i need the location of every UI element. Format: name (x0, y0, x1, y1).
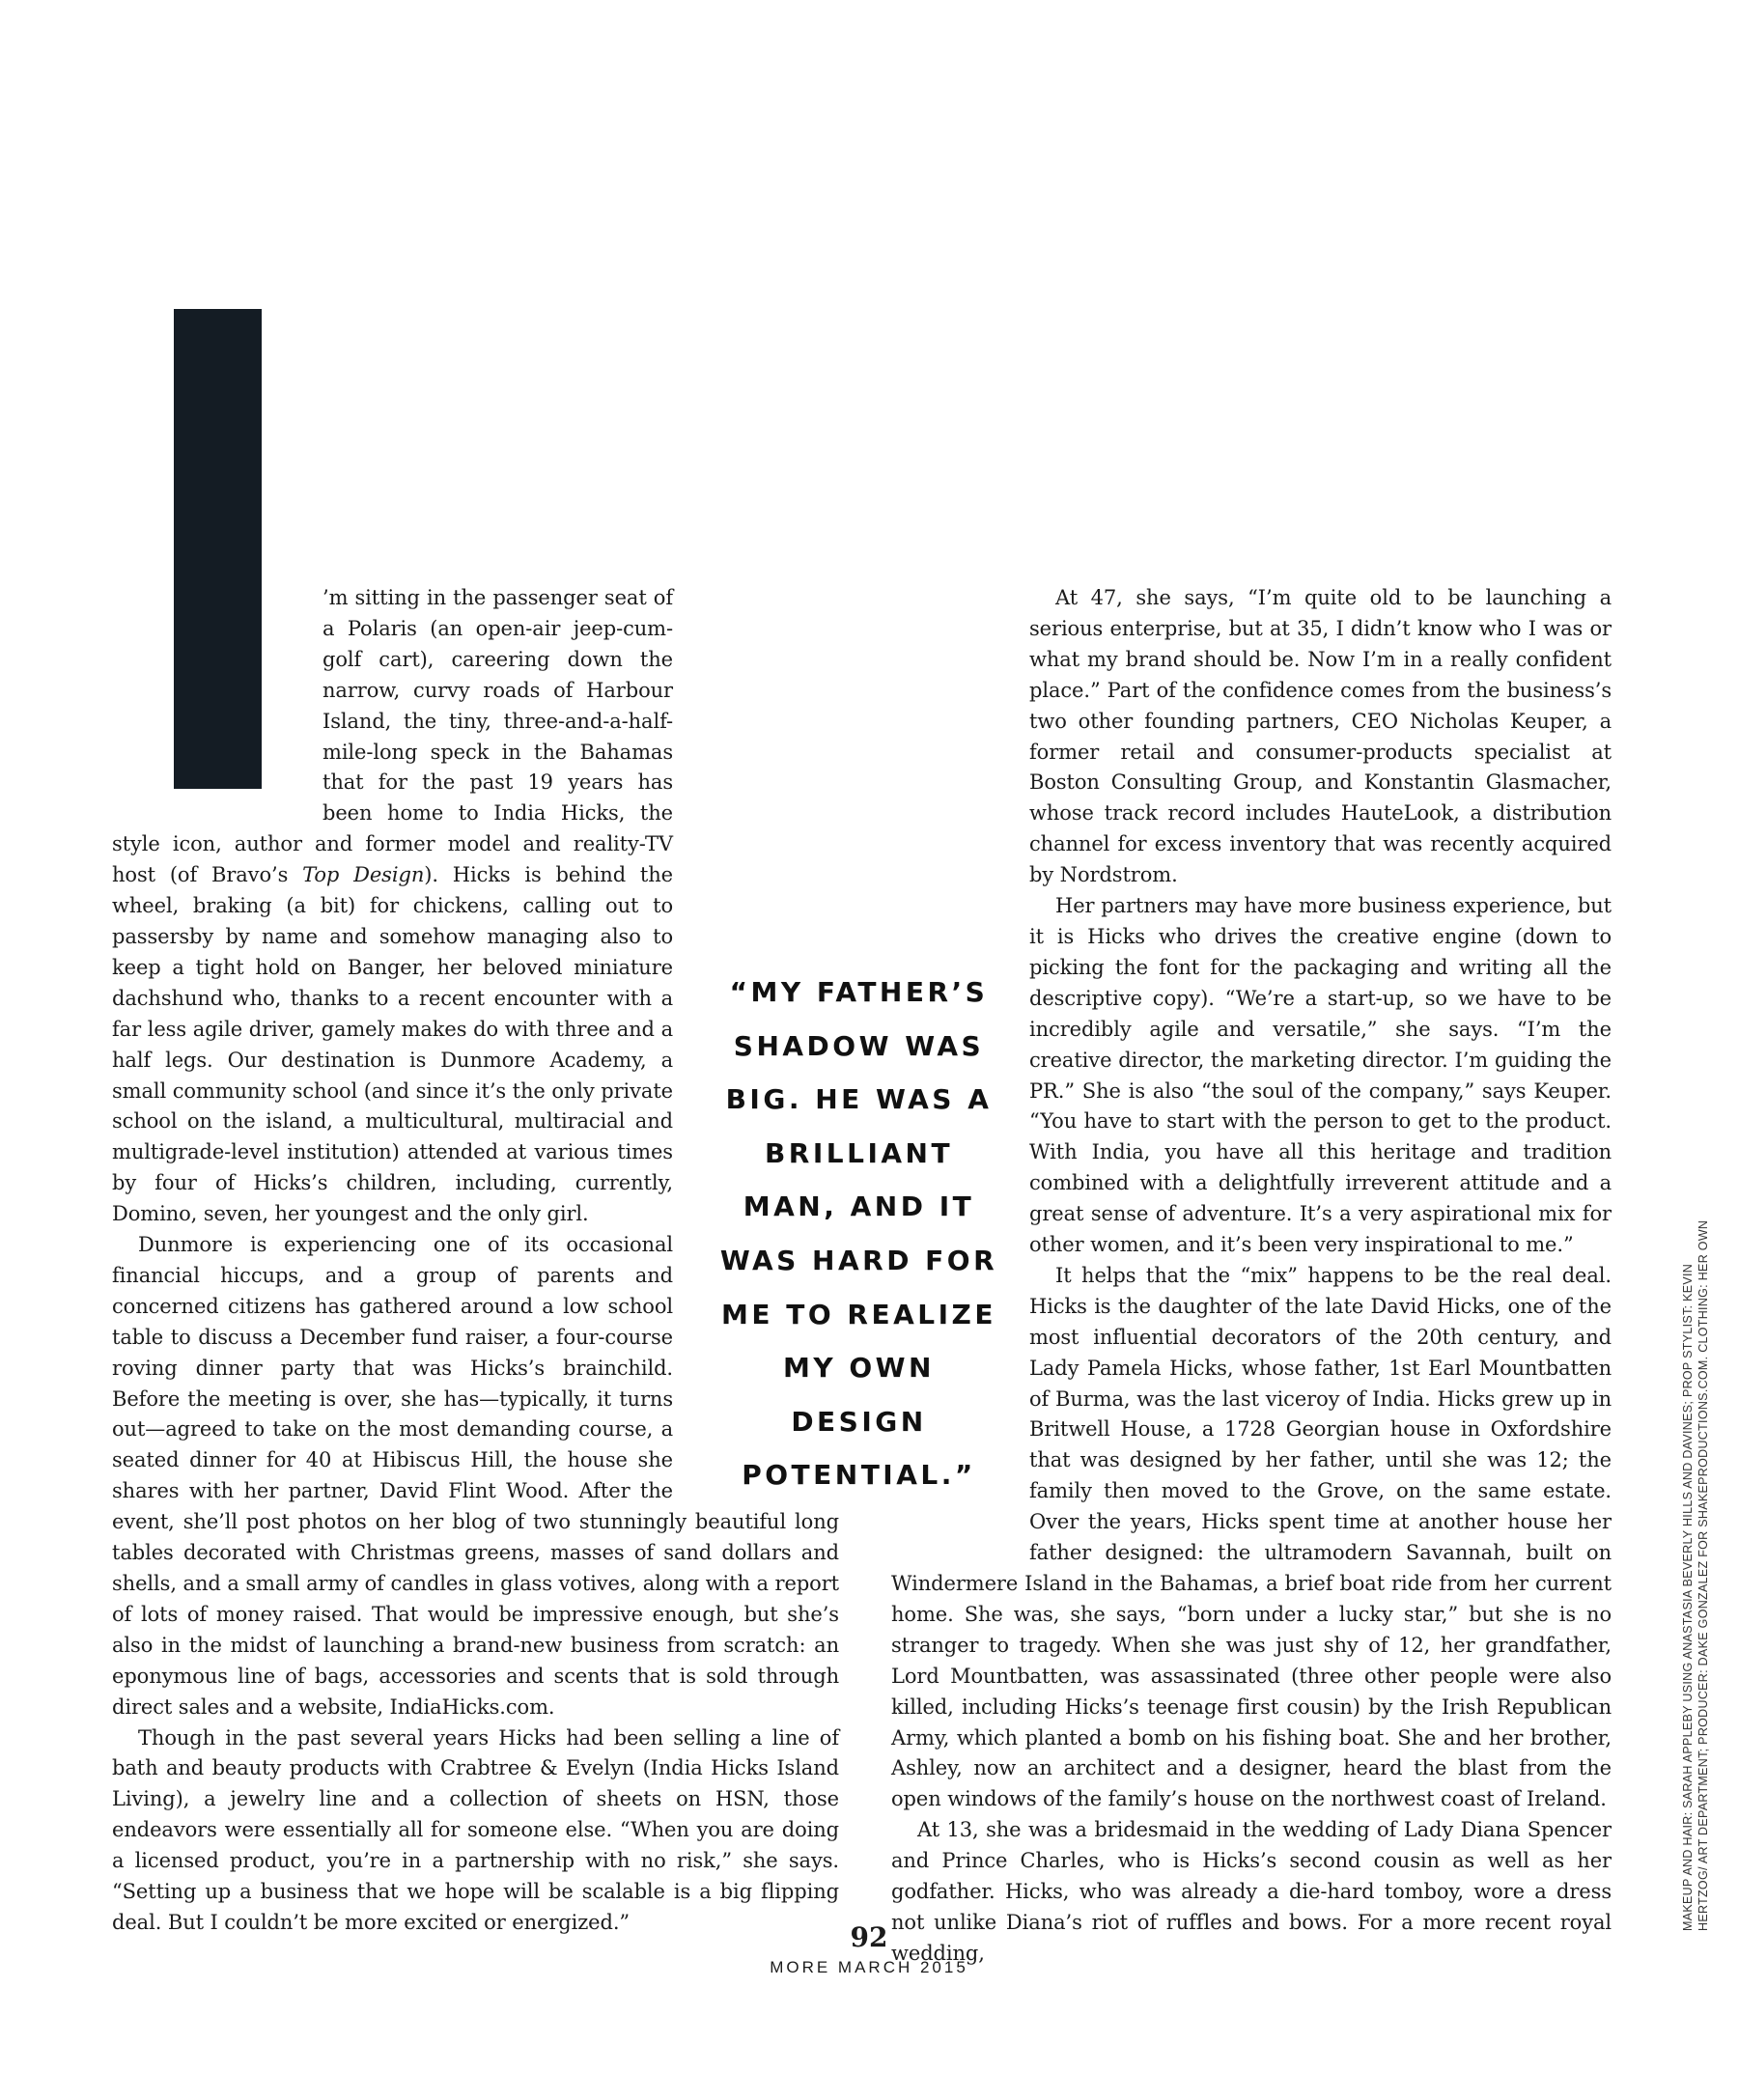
folio: MORE MARCH 2015 (770, 1958, 968, 1976)
article-paragraph: At 47, she says, “I’m quite old to be launching a serious enterprise, but at 35, I didn’t know who I was or what my brand should be. Now I’m in a really confident place.” Part of the confidence comes from the business’s two other founding partners, CEO Nicholas Keuper, a former retail and consumer-products specialist at Boston Consulting Group, and Konstantin Glasmacher, whose track record includes HauteLook, a distribution channel for excess inventory that was recently acquired by Nordstrom. (1029, 586, 1612, 887)
pull-quote: “MY FATHER’S SHADOW WAS BIG. HE WAS A BRILLIANT MAN, AND IT WAS HARD FOR ME TO REALIZE MY OWN DESIGN POTENTIAL.” (719, 976, 998, 1492)
drop-cap-spacer (112, 583, 322, 822)
article-paragraph: It helps that the “mix” happens to be the real deal. Hicks is the daughter of the late David Hicks, one of the most influential decorators of the 20th century, and Lady Pamela Hicks, whose father, 1st Earl Mountbatten of Burma, was the last viceroy of India. Hicks grew up in Britwell House, a 1728 Georgian house in Oxfordshire that was designed by her father, until she was 12; the family then moved to the Grove, on the same estate. Over the years, Hicks spent time at another house her father designed: the ultramodern Savannah, built on Windermere Island in the Bahamas, a brief boat ride from her current home. She was, she says, “born under a lucky star,” but she is no stranger to tragedy. When she was just shy of 12, her grandfather, Lord Mountbatten, was assassinated (three other people were also killed, including Hicks’s teenage first cousin) by the Irish Republican Army, which planted a bomb on his fishing boat. She and her brother, Ashley, now an architect and a designer, heard the blast from the open windows of the family’s house on the northwest coast of Ireland. (891, 1263, 1612, 1811)
article-paragraph: Though in the past several years Hicks had been selling a line of bath and beauty products with Crabtree & Evelyn (India Hicks Island Living), a jewelry line and a collection of sheets on HSN, those endeavors were essentially all for someone else. “When you are doing a licensed product, you’re in a partnership with no risk,” she says. “Setting up a business that we hope will be scalable is a big flipping deal. But I couldn’t be more excited or energized.” (112, 1725, 839, 1934)
photo-credits: MAKEUP AND HAIR: SARAH APPLEBY USING ANASTASIA BEVERLY HILLS AND DAVINES; PROP STYLIST: KEVIN HERTZOG/ ART DEPARTMENT; PRODUCER: DAKE GONZALEZ FOR SHAKEPRODUCTIONS.COM. CLOTHING: HER OWN (1681, 1219, 1710, 1931)
article-paragraph: Her partners may have more business experience, but it is Hicks who drives the creative engine (down to picking the font for the packaging and writing all the descriptive copy). “We’re a start-up, so we have to be incredibly agile and versatile,” she says. “I’m the creative director, the marketing director. I’m guiding the PR.” She is also “the soul of the company,” says Keuper. “You have to start with the person to get to the product. With India, you have all this heritage and tradition combined with a delightfully irreverent attitude and a great sense of adventure. It’s a very aspirational mix for other women, and it’s been very inspirational to me.” (1029, 894, 1612, 1257)
article-paragraph: Dunmore is experiencing one of its occasional financial hiccups, and a group of parents and concerned citizens has gathered around a low school table to discuss a December fund raiser, a four-course roving dinner party that was Hicks’s brainchild. Before the meeting is over, she has—typically, it turns out—agreed to take on the most demanding course, a seated dinner for 40 at Hibiscus Hill, the house she shares with her partner, David Flint Wood. After the event, she’ll post photos on her blog of two stunningly beautiful long tables decorated with Christmas greens, masses of sand dollars and shells, and a small army of candles in glass votives, along with a report of lots of money raised. That would be impressive enough, but she’s also in the midst of launching a brand-new business from scratch: an eponymous line of bags, accessories and scents that is sold through direct sales and a website, IndiaHicks.com. (112, 1233, 839, 1719)
article-paragraph: ’m sitting in the passenger seat of a Polaris (an open-air jeep-cum-golf cart), careering down the narrow, curvy roads of Harbour Island, the tiny, three-and-a-half-mile-long speck in the Bahamas that for the past 19 years has been home to India Hicks, the style icon, author and former model and reality-TV host (of Bravo’s Top Design). Hicks is behind the wheel, braking (a bit) for chickens, calling out to passersby by name and somehow managing also to keep a tight hold on Banger, her beloved miniature dachshund who, thanks to a recent encounter with a far less agile driver, gamely makes do with three and a half legs. Our destination is Dunmore Academy, a small community school (and since it’s the only private school on the island, a multicultural, multiracial and multigrade-level institution) attended at various times by four of Hicks’s children, including, currently, Domino, seven, her youngest and the only girl. (112, 586, 673, 1226)
article-paragraph: At 13, she was a bridesmaid in the wedding of Lady Diana Spencer and Prince Charles, who is Hicks’s second cousin as well as her godfather. Hicks, who was already a die-hard tomboy, wore a dress not unlike Diana’s riot of ruffles and bows. For a more recent royal wedding, (891, 1818, 1612, 1965)
page-number: 92 (850, 1921, 888, 1953)
